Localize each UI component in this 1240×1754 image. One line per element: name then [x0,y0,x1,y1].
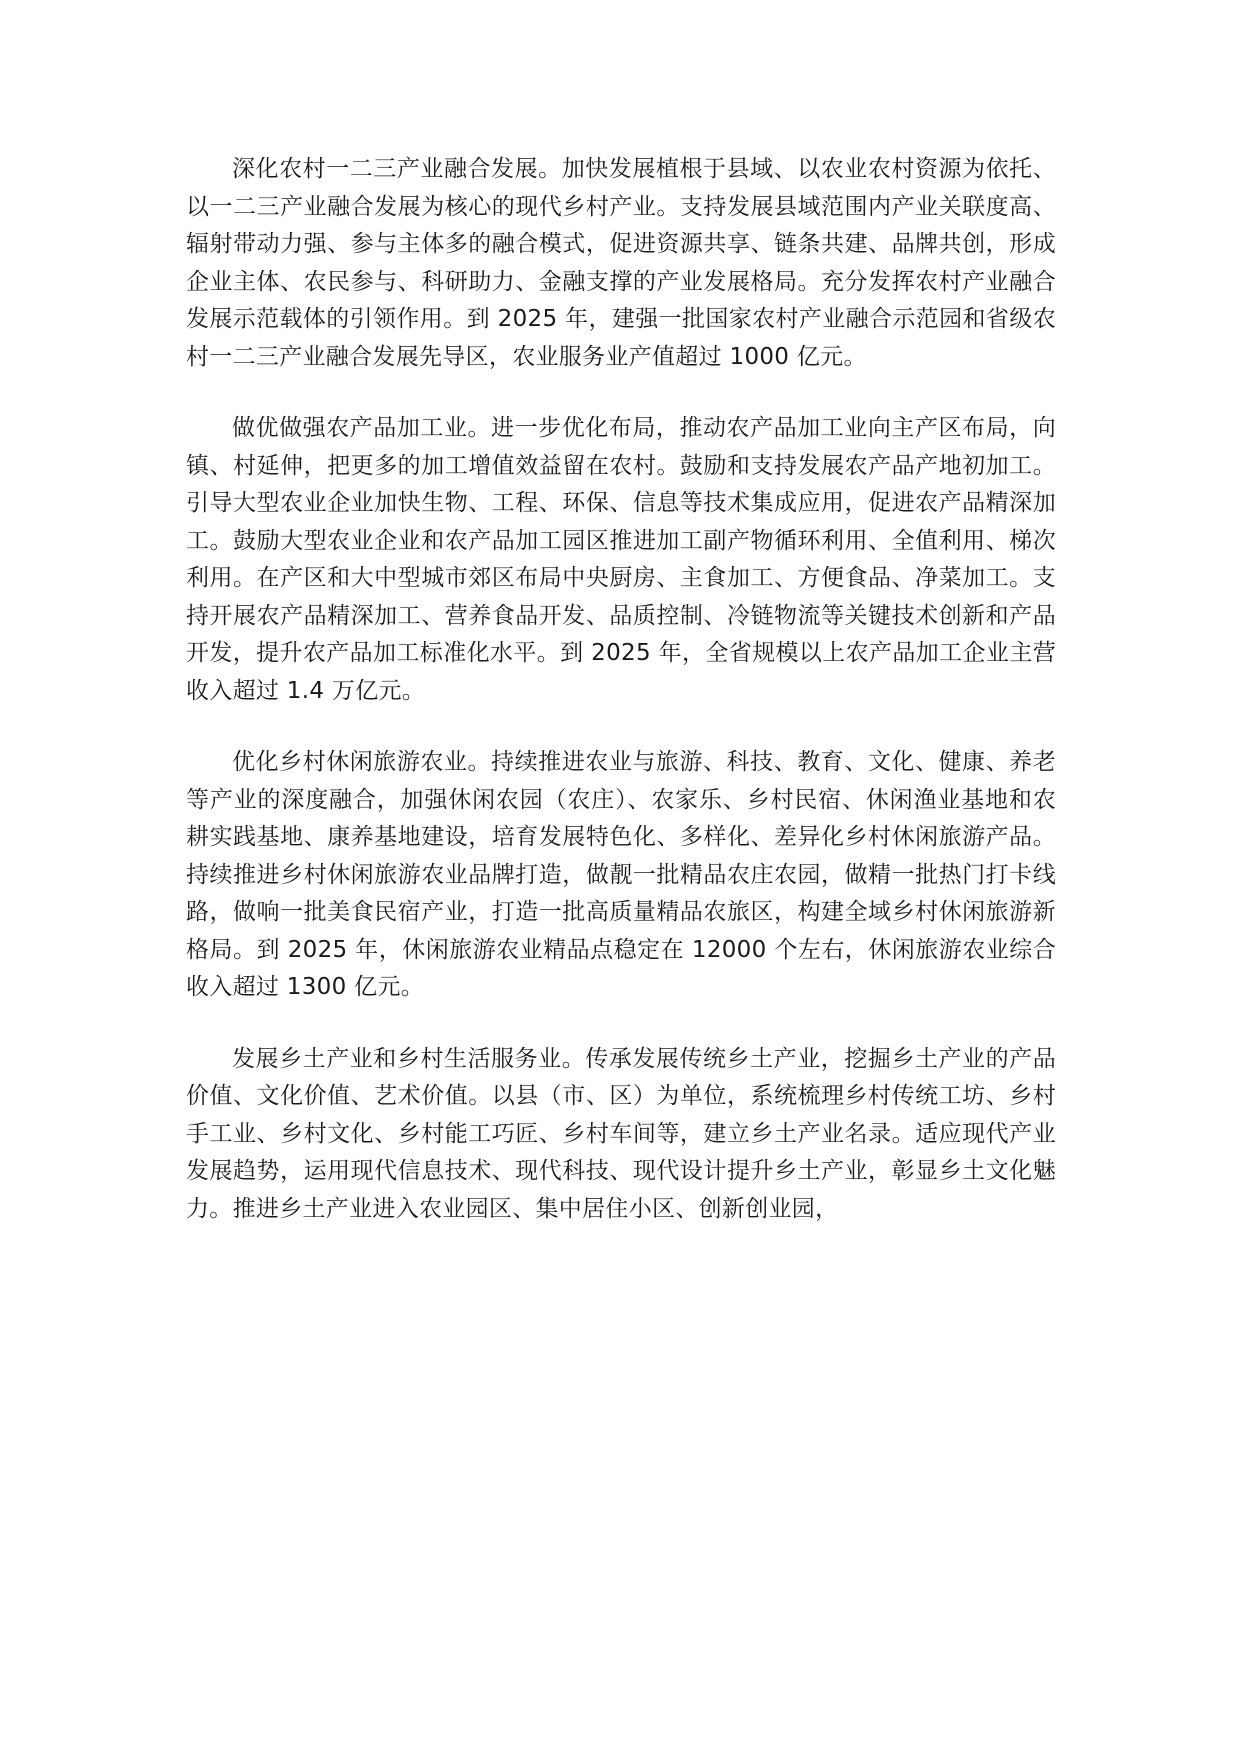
document-body [186,151,1056,1228]
paragraph-rural-industry-integration: 深化农村一二三产业融合发展。加快发展植根于县域、以农业农村资源为依托、以一二三产业融合发展为核心的现代乡村产业。支持发展县域范围内产业关联度高、辐射带动力强、参与主体多的融合模式，促进资源共享、链条共建、品牌共创，形成企业主体、农民参与、科研助力、金融支撑的产业发展格局。充分发挥农村产业融合发展示范载体的引领作用。到 2025 年，建强一批国家农村产业融合示范园和省级农村一二三产业融合发展先导区，农业服务业产值超过 1000 亿元。 [186,156,1056,370]
paragraph-leisure-tourism-agriculture: 优化乡村休闲旅游农业。持续推进农业与旅游、科技、教育、文化、健康、养老等产业的深度融合，加强休闲农园（农庄）、农家乐、乡村民宿、休闲渔业基地和农耕实践基地、康养基地建设，培育发展特色化、多样化、差异化乡村休闲旅游产品。持续推进乡村休闲旅游农业品牌打造，做靓一批精品农庄农园，做精一批热门打卡线路，做响一批美食民宿产业，打造一批高质量精品农旅区，构建全域乡村休闲旅游新格局。到 2025 年，休闲旅游农业精品点稳定在 12000 个左右，休闲旅游农业综合收入超过 1300 亿元。 [186,749,1056,1000]
paragraph-local-industry-services: 发展乡土产业和乡村生活服务业。传承发展传统乡土产业，挖掘乡土产业的产品价值、文化价值、艺术价值。以县（市、区）为单位，系统梳理乡村传统工坊、乡村手工业、乡村文化、乡村能工巧匠、乡村车间等，建立乡土产业名录。适应现代产业发展趋势，运用现代信息技术、现代科技、现代设计提升乡土产业，彰显乡土文化魅力。推进乡土产业进入农业园区、集中居住小区、创新创业园， [186,1045,1056,1222]
paragraph-agri-product-processing: 做优做强农产品加工业。进一步优化布局，推动农产品加工业向主产区布局，向镇、村延伸，把更多的加工增值效益留在农村。鼓励和支持发展农产品产地初加工。引导大型农业企业加快生物、工程、环保、信息等技术集成应用，促进农产品精深加工。鼓励大型农业企业和农产品加工园区推进加工副产物循环利用、全值利用、梯次利用。在产区和大中型城市郊区布局中央厨房、主食加工、方便食品、净菜加工。支持开展农产品精深加工、营养食品开发、品质控制、冷链物流等关键技术创新和产品开发，提升农产品加工标准化水平。到 2025 年，全省规模以上农产品加工企业主营收入超过 1.4 万亿元。 [186,415,1056,704]
